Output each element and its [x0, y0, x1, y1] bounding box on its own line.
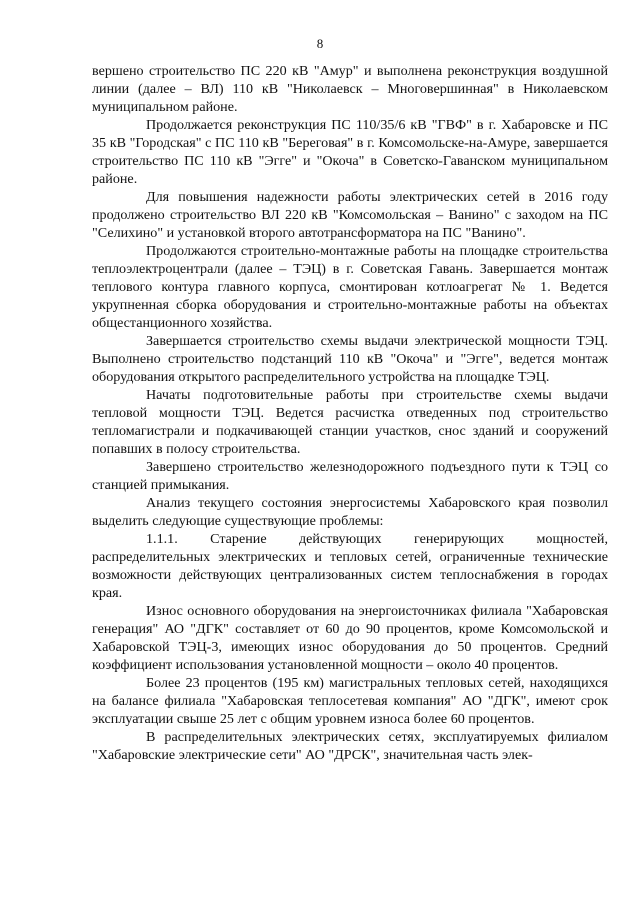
paragraph: В распределительных электрических сетях, эксплуатируемых филиалом "Хабаровские электрические сети" АО "ДРСК", значительная часть элек-	[92, 729, 608, 763]
paragraph: Завершено строительство железнодорожного подъездного пути к ТЭЦ со станцией примыкания.	[92, 459, 608, 493]
paragraph: Более 23 процентов (195 км) магистральных тепловых сетей, находящихся на балансе филиала "Хабаровская теплосетевая компания" АО "ДГК", имеют срок эксплуатации свыше 25 лет с общим уровнем износа более 60 процентов.	[92, 675, 608, 727]
body-text	[92, 62, 608, 764]
paragraph: Завершается строительство схемы выдачи электрической мощности ТЭЦ. Выполнено строительство подстанций 110 кВ "Окоча" и "Эгге", ведется монтаж оборудования открытого распределительного устройства на площадке ТЭЦ.	[92, 333, 608, 385]
page-number: 8	[316, 36, 324, 51]
paragraph-numbered: 1.1.1. Старение действующих генерирующих мощностей, распределительных электрических и тепловых сетей, ограниченные технические возможности действующих централизованных систем теплоснабжения в городах края.	[92, 531, 608, 601]
paragraph: Анализ текущего состояния энергосистемы Хабаровского края позволил выделить следующие существующие проблемы:	[92, 495, 608, 529]
paragraph: Продолжается реконструкция ПС 110/35/6 кВ "ГВФ" в г. Хабаровске и ПС 35 кВ "Городская" с ПС 110 кВ "Береговая" в г. Комсомольске-на-Амуре, завершается строительство ПС 110 кВ "Эгге" и "Окоча" в Советско-Гаванском муниципальном районе.	[92, 117, 608, 187]
paragraph: Начаты подготовительные работы при строительстве схемы выдачи тепловой мощности ТЭЦ. Ведется расчистка отведенных под строительство тепломагистрали и подкачивающей станции участков, снос зданий и сооружений попавших в полосу строительства.	[92, 387, 608, 457]
paragraph-continuation: вершено строительство ПС 220 кВ "Амур" и выполнена реконструкция воздушной линии (далее – ВЛ) 110 кВ "Николаевск – Многовершинная" в Николаевском муниципальном районе.	[92, 63, 608, 115]
paragraph: Износ основного оборудования на энергоисточниках филиала "Хабаровская генерация" АО "ДГК" составляет от 60 до 90 процентов, кроме Комсомольской и Хабаровской ТЭЦ-3, имеющих износ оборудования до 50 процентов. Средний коэффициент использования установленной мощности – около 40 процентов.	[92, 603, 608, 673]
paragraph: Для повышения надежности работы электрических сетей в 2016 году продолжено строительство ВЛ 220 кВ "Комсомольская – Ванино" с заходом на ПС "Селихино" и установкой второго автотрансформатора на ПС "Ванино".	[92, 189, 608, 241]
paragraph: Продолжаются строительно-монтажные работы на площадке строительства теплоэлектроцентрали (далее – ТЭЦ) в г. Советская Гавань. Завершается монтаж теплового контура главного корпуса, смонтирован котлоагрегат № 1. Ведется укрупненная сборка оборудования и строительно-монтажные работы на объектах общестанционного хозяйства.	[92, 243, 608, 331]
